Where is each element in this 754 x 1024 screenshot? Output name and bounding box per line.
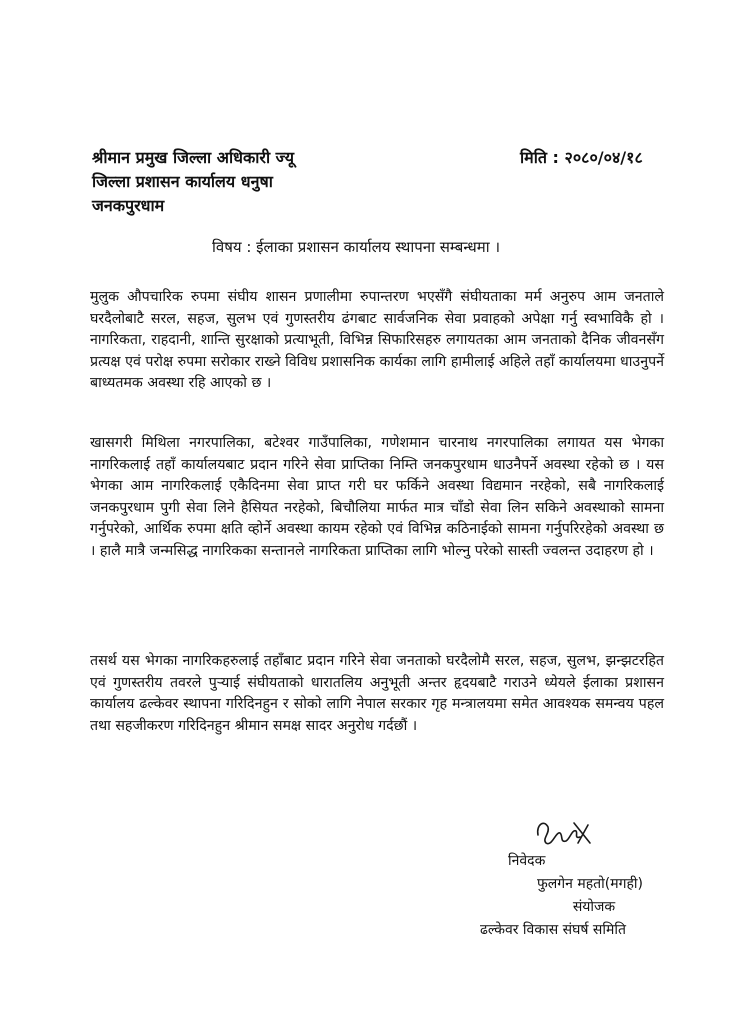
signoff-label: निवेदक: [508, 853, 546, 869]
body-paragraph-1: मुलुक औपचारिक रुपमा संघीय शासन प्रणालीमा रुपान्तरण भएसँगै संघीयताका मर्म अनुरुप आम जनताले घरदैलोबाटै सरल, सहज, सुलभ एवं गुणस्तरीय ढंगबाट सार्वजनिक सेवा प्रवाहको अपेक्षा गर्नु स्वभाविकै हो । नागरिकता, राहदानी, शान्ति सुरक्षाको प्रत्याभूती, विभिन्न सिफारिसहरु लगायतका आम जनताको दैनिक जीवनसँग प्रत्यक्ष एवं परोक्ष रुपमा सरोकार राख्ने विविध प्रशासनिक कार्यका लागि हामीलाई अहिले तहाँ कार्यालयमा धाउनुपर्ने बाध्यतमक अवस्था रहि आएको छ ।: [90, 289, 664, 392]
signature-block: [480, 850, 690, 942]
body-paragraph-3: तसर्थ यस भेगका नागरिकहरुलाई तहाँबाट प्रदान गरिने सेवा जनताको घरदैलोमै सरल, सहज, सुलभ, झन्झटरहित एवं गुणस्तरीय तवरले पुऱ्याई संघीयताको धारातलिय अनुभूती अन्तर हृदयबाटै गराउने ध्येयले ईलाका प्रशासन कार्यालय ढल्केवर स्थापना गरिदिनहुन र सोको लागि नेपाल सरकार गृह मन्त्रालयमा समेत आवश्यक समन्वय पहल तथा सहजीकरण गरिदिनहुन श्रीमान समक्ष सादर अनुरोध गर्दछौं ।: [90, 653, 664, 734]
letter-subject: विषय : ईलाका प्रशासन कार्यालय स्थापना सम्बन्धमा ।: [212, 238, 501, 256]
recipient-address: [92, 146, 294, 218]
handwritten-signature: [530, 813, 600, 853]
signer-name: फुलगेन महतो(मगही): [536, 876, 644, 892]
recipient-line-1: श्रीमान प्रमुख जिल्ला अधिकारी ज्यू: [92, 148, 295, 167]
signer-role: संयोजक: [572, 899, 616, 915]
recipient-line-2: जिल्ला प्रशासन कार्यालय धनुषा: [92, 172, 273, 191]
signer-organization: ढल्केवर विकास संघर्ष समिति: [480, 922, 626, 938]
letter-date: मिति : २०८०/०४/१८: [520, 148, 643, 167]
body-paragraph-2: खासगरी मिथिला नगरपालिका, बटेश्वर गाउँपालिका, गणेशमान चारनाथ नगरपालिका लगायत यस भेगका नागरिकलाई तहाँ कार्यालयबाट प्रदान गरिने सेवा प्राप्तिका निम्ति जनकपुरधाम धाउनैपर्ने अवस्था रहेको छ । यस भेगका आम नागरिकलाई एकैदिनमा सेवा प्राप्त गरी घर फर्किने अवस्था विद्यमान नरहेको, सबै नागरिकलाई जनकपुरधाम पुगी सेवा लिने हैसियत नरहेको, बिचौलिया मार्फत मात्र चाँडो सेवा लिन सकिने अवस्थाको सामना गर्नुपरेको, आर्थिक रुपमा क्षति व्होर्ने अवस्था कायम रहेको एवं विभिन्न कठिनाईको सामना गर्नुपरिरहेको अवस्था छ । हालै मात्रै जन्मसिद्ध नागरिकका सन्तानले नागरिकता प्राप्तिका लागि भोल्नु परेको सास्ती ज्वलन्त उदाहरण हो ।: [90, 435, 665, 559]
recipient-line-3: जनकपुरधाम: [92, 196, 165, 215]
